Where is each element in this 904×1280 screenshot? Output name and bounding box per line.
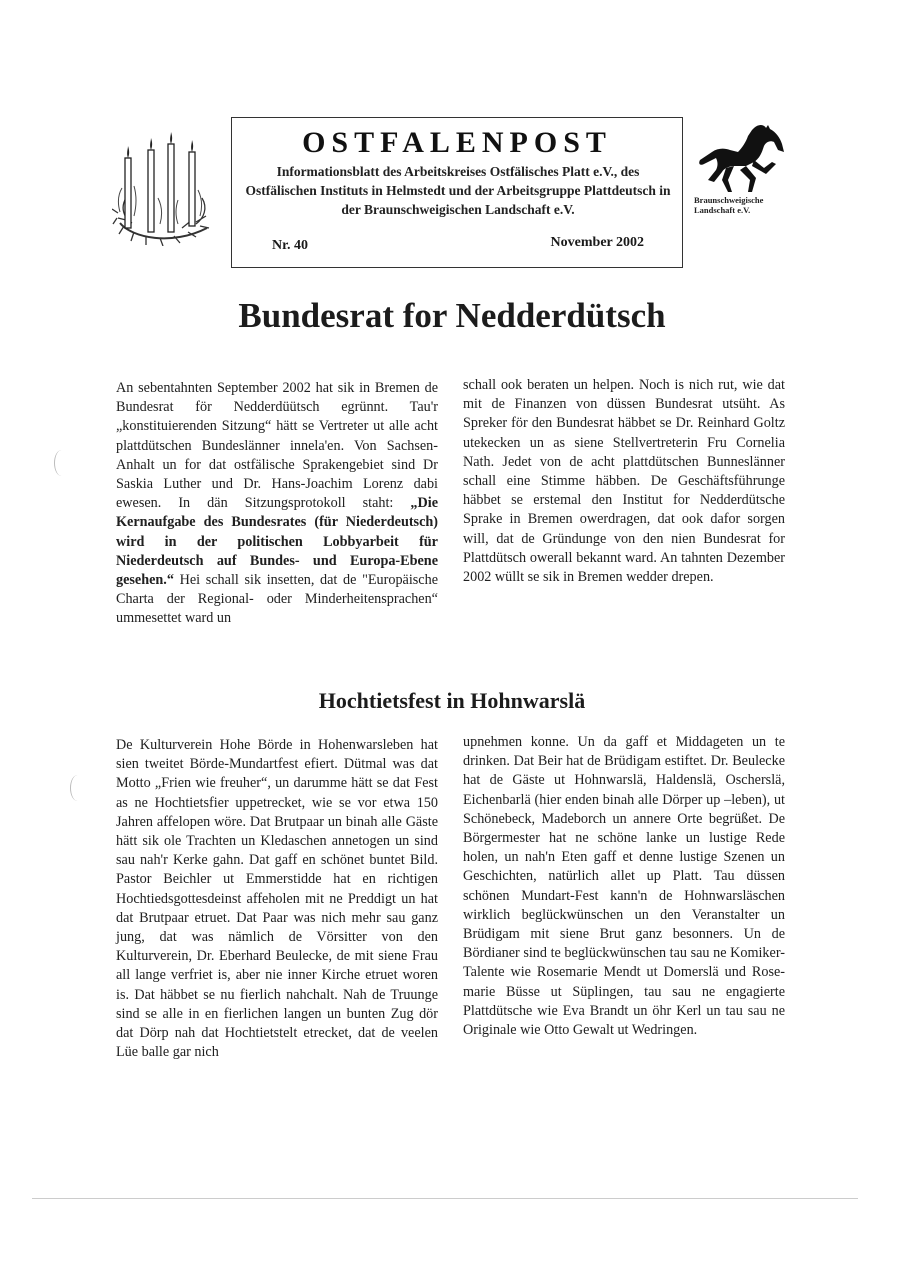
page-bottom-rule [32, 1198, 858, 1199]
article-2-right-paragraph: upnehmen konne. Un da gaff et Middageten un te drinken. Dat Beir hat de Brüdigam estiftet. Dr. Beulecke hat de Gäste ut Hohnwarslä, Haldenslä, Oscherslä, Eichenbarlä (hier enden binah alle Dörper up –leben), ut Schönebeck, Madeborch un annere Orte begrüßet. De Börgermester hat ne schöne lanke un lustige Rede holen, un nah'n Eten gaff et denne lustige Szenen un Geschichten, natürlich allet up Platt. Tau düssen schönen Mundart-Fest kann'n de Hohnwarsläschen wirklich beglückwünschen un den Veranstalter un Brüdigam mit siene Brut ganz besonners. Un de Bördianer sind te beglückwünschen tau sau ne Komiker-Talente wie Rosemarie Mendt ut Domerslä und Rosemarie Büsse ut Süplingen, tau sau ne engagierte Plattdütsche wie Eva Brandt un öhr Kerl un tau sau ne Originale wie Otto Gewalt ut Wedringen. [463, 734, 785, 1039]
masthead-box [231, 117, 683, 268]
article-2-left-paragraph: De Kulturverein Hohe Börde in Hohenwarsleben hat sien tweitet Börde-Mundartfest efiert. Dütmal was dat Motto „Frien wie freuher“, un darumme hätt se dat Fest as ne Hochtietsfier uppetrecket, wie se vor etwa 150 Jahren affelopen wöre. Dat Brutpaar un binah alle Gäste hätt sik ole Trachten un Kledaschen annetogen un sind sau nah'r Kerke gahn. Dat gaff en schönet buntet Bild. Pastor Beichler ut Emmerstidde hat en richtigen Hochtiedsgottesdeinst affeholen mit ne Preddigt un hat dat Brutpaar etruet. Dat Paar was nich mehr sau ganz jung, dat was nämlich de Vörsitter von den Kulturverein, Dr. Eberhard Beulecke, de mit siene Frau all lange verfriet is, aber nie inner Kirche etruet woren is. Dat häbbet se nu fierlich nahchalt. Nah de Truunge sind se alle in en fierlichen langen un bunten Zug dör dat Dörp nah dat Hochtietstelt etrecket, dat de veelen Lüe balle gar nich [116, 737, 438, 1061]
article-2-headline: Hochtietsfest in Hohnwarslä [318, 688, 586, 713]
article-2-column-left [116, 736, 438, 1062]
advent-wreath-icon [112, 128, 212, 246]
article-1-left-paragraph [116, 379, 438, 629]
logo-caption [694, 195, 804, 215]
article-1-column-left [116, 379, 438, 629]
newsletter-title: OSTFALENPOST [302, 126, 612, 159]
article-2-column-right [463, 733, 785, 1040]
article-1-left-text-1: An sebentahnten September 2002 hat sik in Bremen de Bundesrat för Nedderdüütsch egrünnt. Tau'r „konstituierenden Sitzung“ hätt se Vertreter ut alle acht plattdütschen Bundeslänner innela'en. Von Sachsen-Anhalt un for dat ostfälische Sprakengebiet sind Dr Saskia Luther und Dr. Hans-Joachim Lorenz dabi ewesen. In dän Sitzungsprotokoll staht: [116, 380, 438, 512]
article-1-headline: Bundesrat for Nedderdütsch [238, 296, 666, 335]
issue-date: November 2002 [550, 235, 644, 250]
article-1-right-paragraph: schall ook beraten un helpen. Noch is nich rut, wie dat mit de Finanzen von düssen Bundesrat utsüht. As Spreker för den Bundesrat häbbet se Dr. Reinhard Goltz utekecken un as siene Stellvertreterin Fru Cornelia Nath. Jedet von de acht plattdütschen Bunneslänner schall eine Stimme häbben. De Geschäftsführunge häbbet se erstemal den Institut for Nedderdütsche Sprake in Bremen owerdragen, dat ook dafor sorgen will, dat de Gründunge von den nien Bundesrat for Plattdütsch owerall bekannt ward. An tahnten Dezember 2002 wüllt se sik in Bremen wedder drepen. [463, 377, 785, 586]
punch-hole-mark [54, 450, 69, 476]
article-1-left-text-2: Hei schall sik insetten, dat de "Europäische Charta der Regional- oder Minderheitensprachen“ ummesettet ward un [116, 572, 438, 627]
article-1-left-quote: „Die Kernaufgabe des Bundesrates (für Niederdeutsch) wird in der politischen Lobbyarbeit für Niederdeutsch auf Bundes- und Europa-Ebene gesehen.“ [116, 495, 438, 589]
article-1-column-right [463, 376, 785, 587]
punch-hole-mark [70, 775, 85, 801]
issue-number: Nr. 40 [272, 238, 309, 253]
logo-caption-line-1: Braunschweigische [694, 195, 764, 205]
newsletter-subtitle: Informationsblatt des Arbeitskreises Ostfälisches Platt e.V., des Ostfälischen Instituts in Helmstedt und der Arbeitsgruppe Plattdeutsch in der Braunschweigischen Landschaft e.V. [245, 164, 671, 217]
horse-icon [694, 122, 790, 194]
logo-caption-line-2: Landschaft e.V. [694, 205, 751, 215]
